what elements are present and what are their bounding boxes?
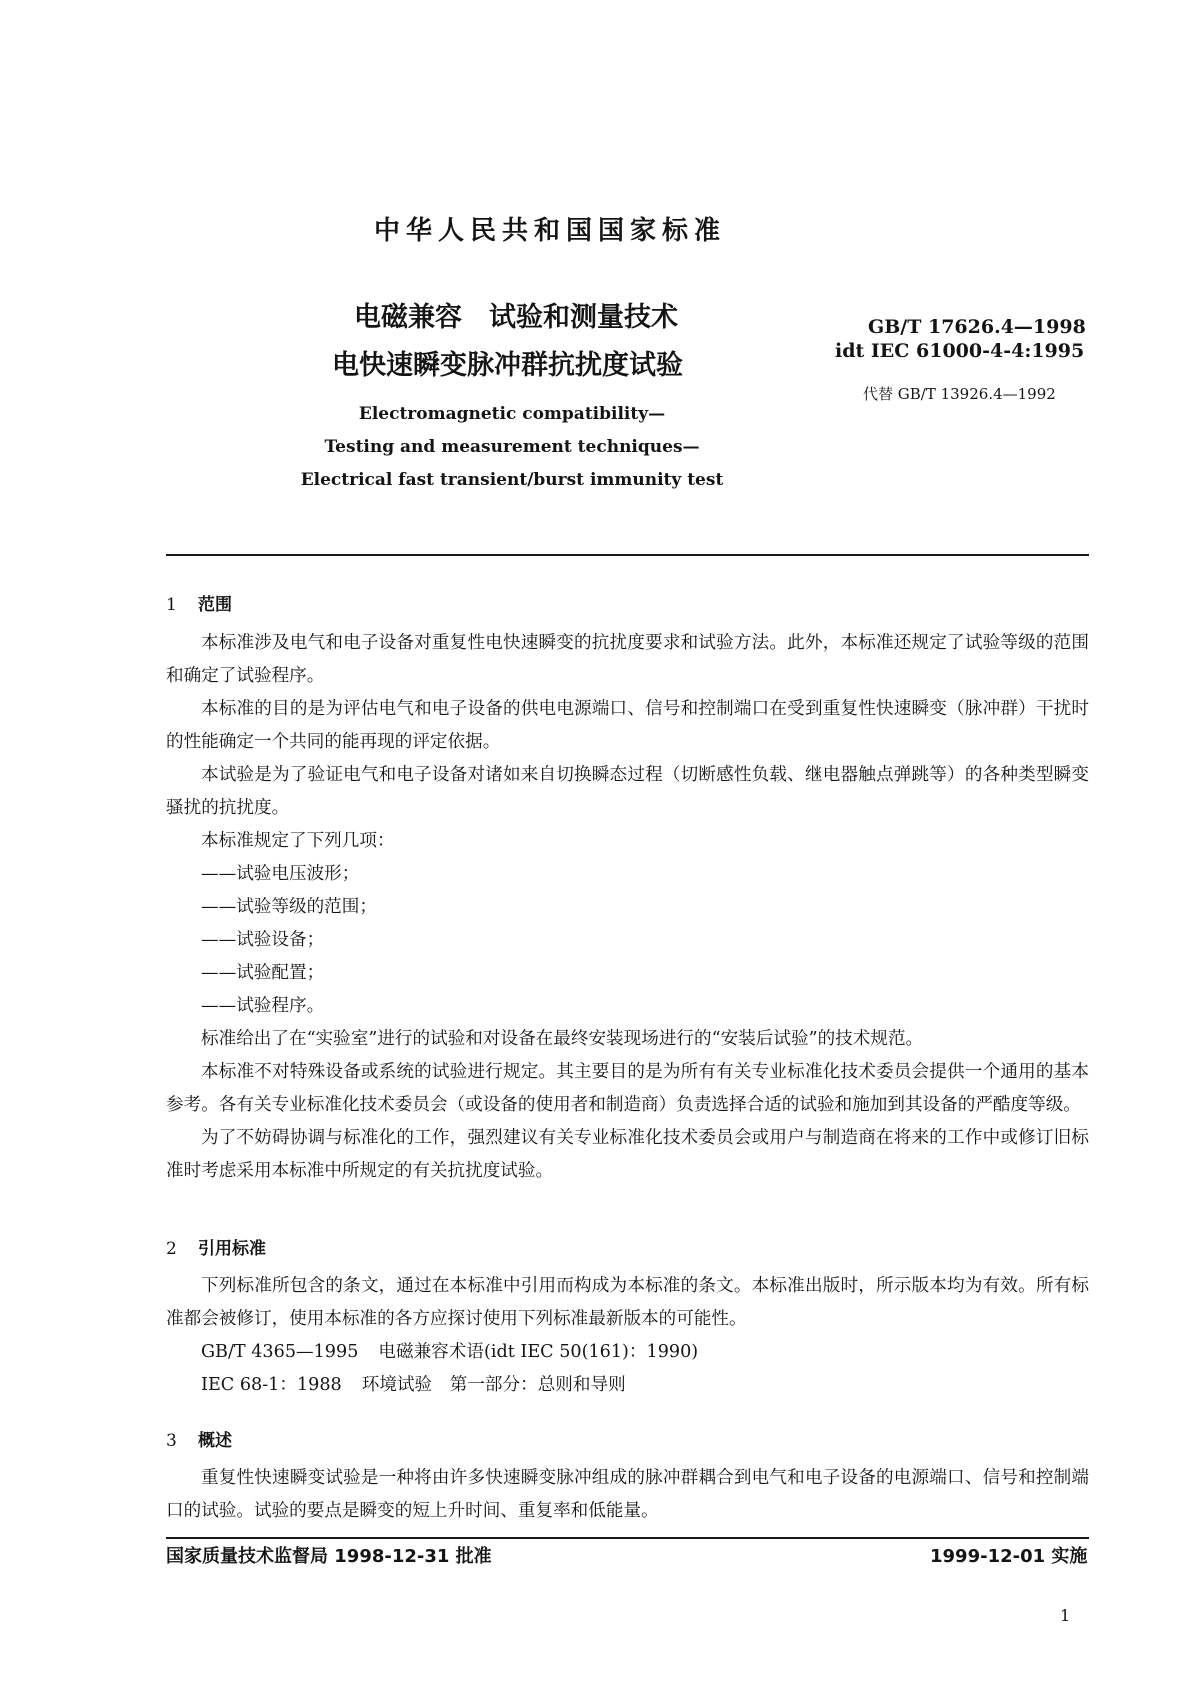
list-item: ——试验设备； [201, 930, 325, 950]
national-standard-heading: 中华人民共和国国家标准 [373, 216, 726, 246]
paragraph: 为了不妨碍协调与标准化的工作，强烈建议有关专业标准化技术委员会或用户与制造商在将来的工作中或修订旧标准时考虑采用本标准中所规定的有关抗扰度试验。 [166, 1128, 1089, 1181]
section-1-number: 1 [166, 595, 177, 615]
title-en-line1: Electromagnetic compatibility— [358, 404, 666, 424]
section-1-title: 范围 [198, 595, 232, 615]
section-3-number: 3 [166, 1431, 177, 1451]
reference-code: IEC 68-1：1988 [201, 1375, 342, 1395]
title-en-line3: Electrical fast transient/burst immunity test [300, 470, 724, 490]
identical-standard: idt IEC 61000-4-4:1995 [835, 340, 1085, 362]
page-number: 1 [1060, 1606, 1071, 1625]
paragraph: 本标准的目的是为评估电气和电子设备的供电电源端口、信号和控制端口在受到重复性快速瞬变（脉冲群）干扰时的性能确定一个共同的能再现的评定依据。 [166, 699, 1089, 752]
title-en-line2: Testing and measurement techniques— [324, 437, 700, 457]
paragraph: 下列标准所包含的条文，通过在本标准中引用而构成为本标准的条文。本标准出版时，所示版本均为有效。所有标准都会被修订，使用本标准的各方应探讨使用下列标准最新版本的可能性。 [166, 1276, 1089, 1329]
title-cn-line1: 电磁兼容 试验和测量技术 [354, 302, 678, 333]
section-3-heading [166, 1426, 232, 1451]
footer-divider [166, 1537, 1089, 1539]
list-item: ——试验电压波形； [201, 864, 360, 884]
section-2-heading [166, 1234, 266, 1259]
header-divider [166, 554, 1089, 556]
list-item: ——试验配置； [201, 963, 325, 983]
reference-title: 环境试验 第一部分：总则和导则 [361, 1375, 626, 1395]
section-1-heading [166, 590, 232, 615]
section-2-number: 2 [166, 1239, 177, 1259]
paragraph: 标准给出了在“实验室”进行的试验和对设备在最终安装现场进行的“安装后试验”的技术规范。 [201, 1029, 924, 1049]
section-1-body [166, 627, 1089, 1188]
section-2-title: 引用标准 [198, 1239, 266, 1259]
replaces-standard: 代替 GB/T 13926.4—1992 [863, 385, 1056, 403]
standard-number: GB/T 17626.4—1998 [868, 316, 1086, 338]
reference-item [166, 1369, 1089, 1402]
reference-item [166, 1336, 1089, 1369]
section-2-body [166, 1270, 1089, 1402]
list-item: ——试验程序。 [201, 996, 325, 1016]
paragraph: 重复性快速瞬变试验是一种将由许多快速瞬变脉冲组成的脉冲群耦合到电气和电子设备的电源端口、信号和控制端口的试验。试验的要点是瞬变的短上升时间、重复率和低能量。 [166, 1468, 1089, 1521]
paragraph: 本试验是为了验证电气和电子设备对诸如来自切换瞬态过程（切断感性负载、继电器触点弹跳等）的各种类型瞬变骚扰的抗扰度。 [166, 765, 1089, 818]
paragraph: 本标准涉及电气和电子设备对重复性电快速瞬变的抗扰度要求和试验方法。此外，本标准还规定了试验等级的范围和确定了试验程序。 [166, 633, 1089, 686]
title-cn-line2: 电快速瞬变脉冲群抗扰度试验 [332, 350, 683, 381]
reference-code: GB/T 4365—1995 [201, 1342, 359, 1362]
reference-title: 电磁兼容术语(idt IEC 50(161)：1990) [378, 1342, 699, 1362]
paragraph: 本标准不对特殊设备或系统的试验进行规定。其主要目的是为所有有关专业标准化技术委员会提供一个通用的基本参考。各有关专业标准化技术委员会（或设备的使用者和制造商）负责选择合适的试验和施加到其设备的严酷度等级。 [166, 1062, 1089, 1115]
implementation-note: 1999-12-01 实施 [930, 1546, 1088, 1567]
approval-note: 国家质量技术监督局 1998-12-31 批准 [166, 1546, 492, 1567]
list-item: ——试验等级的范围； [201, 897, 377, 917]
list-intro: 本标准规定了下列几项： [201, 831, 395, 851]
section-3-title: 概述 [198, 1431, 232, 1451]
section-3-body [166, 1462, 1089, 1528]
